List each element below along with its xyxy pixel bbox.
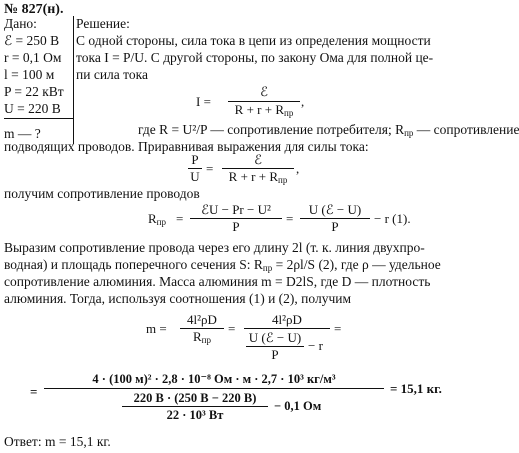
given-separator: [73, 16, 74, 144]
solution-line-5: подводящих проводов. Приравнивая выражения для силы тока:: [4, 139, 369, 154]
f4-inner-denominator: P: [271, 347, 279, 362]
given-item-emf: ℰ = 250 В: [4, 33, 60, 48]
f2-denominator-left: U: [190, 169, 200, 184]
f5-inner-bar: [122, 406, 268, 407]
f3-numerator-1: ℰU − Pr − U²: [201, 202, 271, 217]
f2-equals: =: [206, 161, 214, 176]
given-item-r: r = 0,1 Ом: [4, 50, 62, 65]
f2-numerator-left: P: [191, 152, 199, 167]
f3-tail: − r (1).: [374, 211, 411, 226]
f4-inner-numerator: U (ℰ − U): [248, 330, 302, 345]
f3-numerator-2: U (ℰ − U): [308, 202, 362, 217]
given-item-u: U = 220 В: [4, 101, 61, 116]
given-header: Дано:: [4, 16, 37, 31]
f2-denominator-right: $R + r + R_{пр}$: [228, 169, 288, 185]
f4-lhs: m =: [146, 321, 167, 336]
f3-equals-1: =: [176, 211, 184, 226]
given-divider: [4, 118, 73, 119]
para-line-2: водная) и площадь поперечного сечения S: $R_{пр} = 2\rho l/S$ (2), где ρ — удельное: [4, 257, 441, 273]
f2-tail: ,: [296, 161, 300, 176]
solution-line-6: получим сопротивление проводов: [4, 186, 200, 201]
f3-denominator-2: P: [331, 219, 339, 234]
solution-line-3: пи сила тока: [76, 67, 148, 82]
f5-inner-tail: − 0,1 Ом: [274, 399, 322, 413]
f5-equals: =: [30, 384, 38, 399]
f4-end-equals: =: [334, 321, 342, 336]
f5-inner-numerator: 220 В · (250 В − 220 В): [133, 391, 257, 405]
f4-equals: =: [228, 321, 236, 336]
solution-line-4: где R = U²/P — сопротивление потребителя; $R_{пр}$ — сопротивление: [138, 122, 519, 138]
f5-bar: [44, 388, 384, 389]
solution-header: Решение:: [76, 16, 130, 31]
f1-numerator: ℰ: [260, 84, 268, 99]
answer-line: Ответ: m = 15,1 кг.: [4, 434, 111, 449]
f2-numerator-right: ℰ: [254, 152, 262, 167]
f3-denominator-1: P: [232, 219, 240, 234]
para-line-3: сопротивление алюминия. Масса алюминия m = D2lS, где D — плотность: [4, 274, 431, 289]
f4-numerator-1: 4l²ρD: [187, 312, 217, 327]
solution-line-2: тока I = P/U. С другой стороны, по закону Ома для полной це-: [76, 50, 434, 65]
para-line-1: Выразим сопротивление провода через его длину 2l (т. к. линия двухпро-: [4, 240, 425, 255]
f3-equals-2: =: [286, 211, 294, 226]
f5-numerator: 4 · (100 м)² · 2,8 · 10⁻⁸ Ом · м · 2,7 · 10³ кг/м³: [92, 372, 336, 386]
f1-lhs: I =: [196, 94, 211, 109]
given-item-l: l = 100 м: [4, 67, 55, 82]
f4-numerator-2: 4l²ρD: [272, 312, 302, 327]
f5-result: = 15,1 кг.: [390, 381, 442, 396]
f5-inner-denominator: 22 · 10³ Вт: [166, 408, 224, 422]
problem-number: № 827(н).: [4, 2, 64, 17]
f4-bar-2: [244, 328, 330, 329]
find-item: m — ?: [4, 126, 41, 141]
solution-line-1: С одной стороны, сила тока в цепи из определения мощности: [76, 33, 431, 48]
f4-denominator-1: $R_{пр}$: [193, 329, 211, 345]
f4-inner-tail: − r: [308, 338, 323, 353]
given-item-p: P = 22 кВт: [4, 84, 64, 99]
f3-lhs: $R_{пр}$: [148, 211, 166, 227]
f1-denominator: $R + r + R_{пр}$: [234, 102, 294, 118]
f4-bar-1: [180, 328, 224, 329]
para-line-4: алюминия. Тогда, используя соотношения (1) и (2), получим: [4, 291, 351, 306]
f1-tail: ,: [301, 94, 305, 109]
